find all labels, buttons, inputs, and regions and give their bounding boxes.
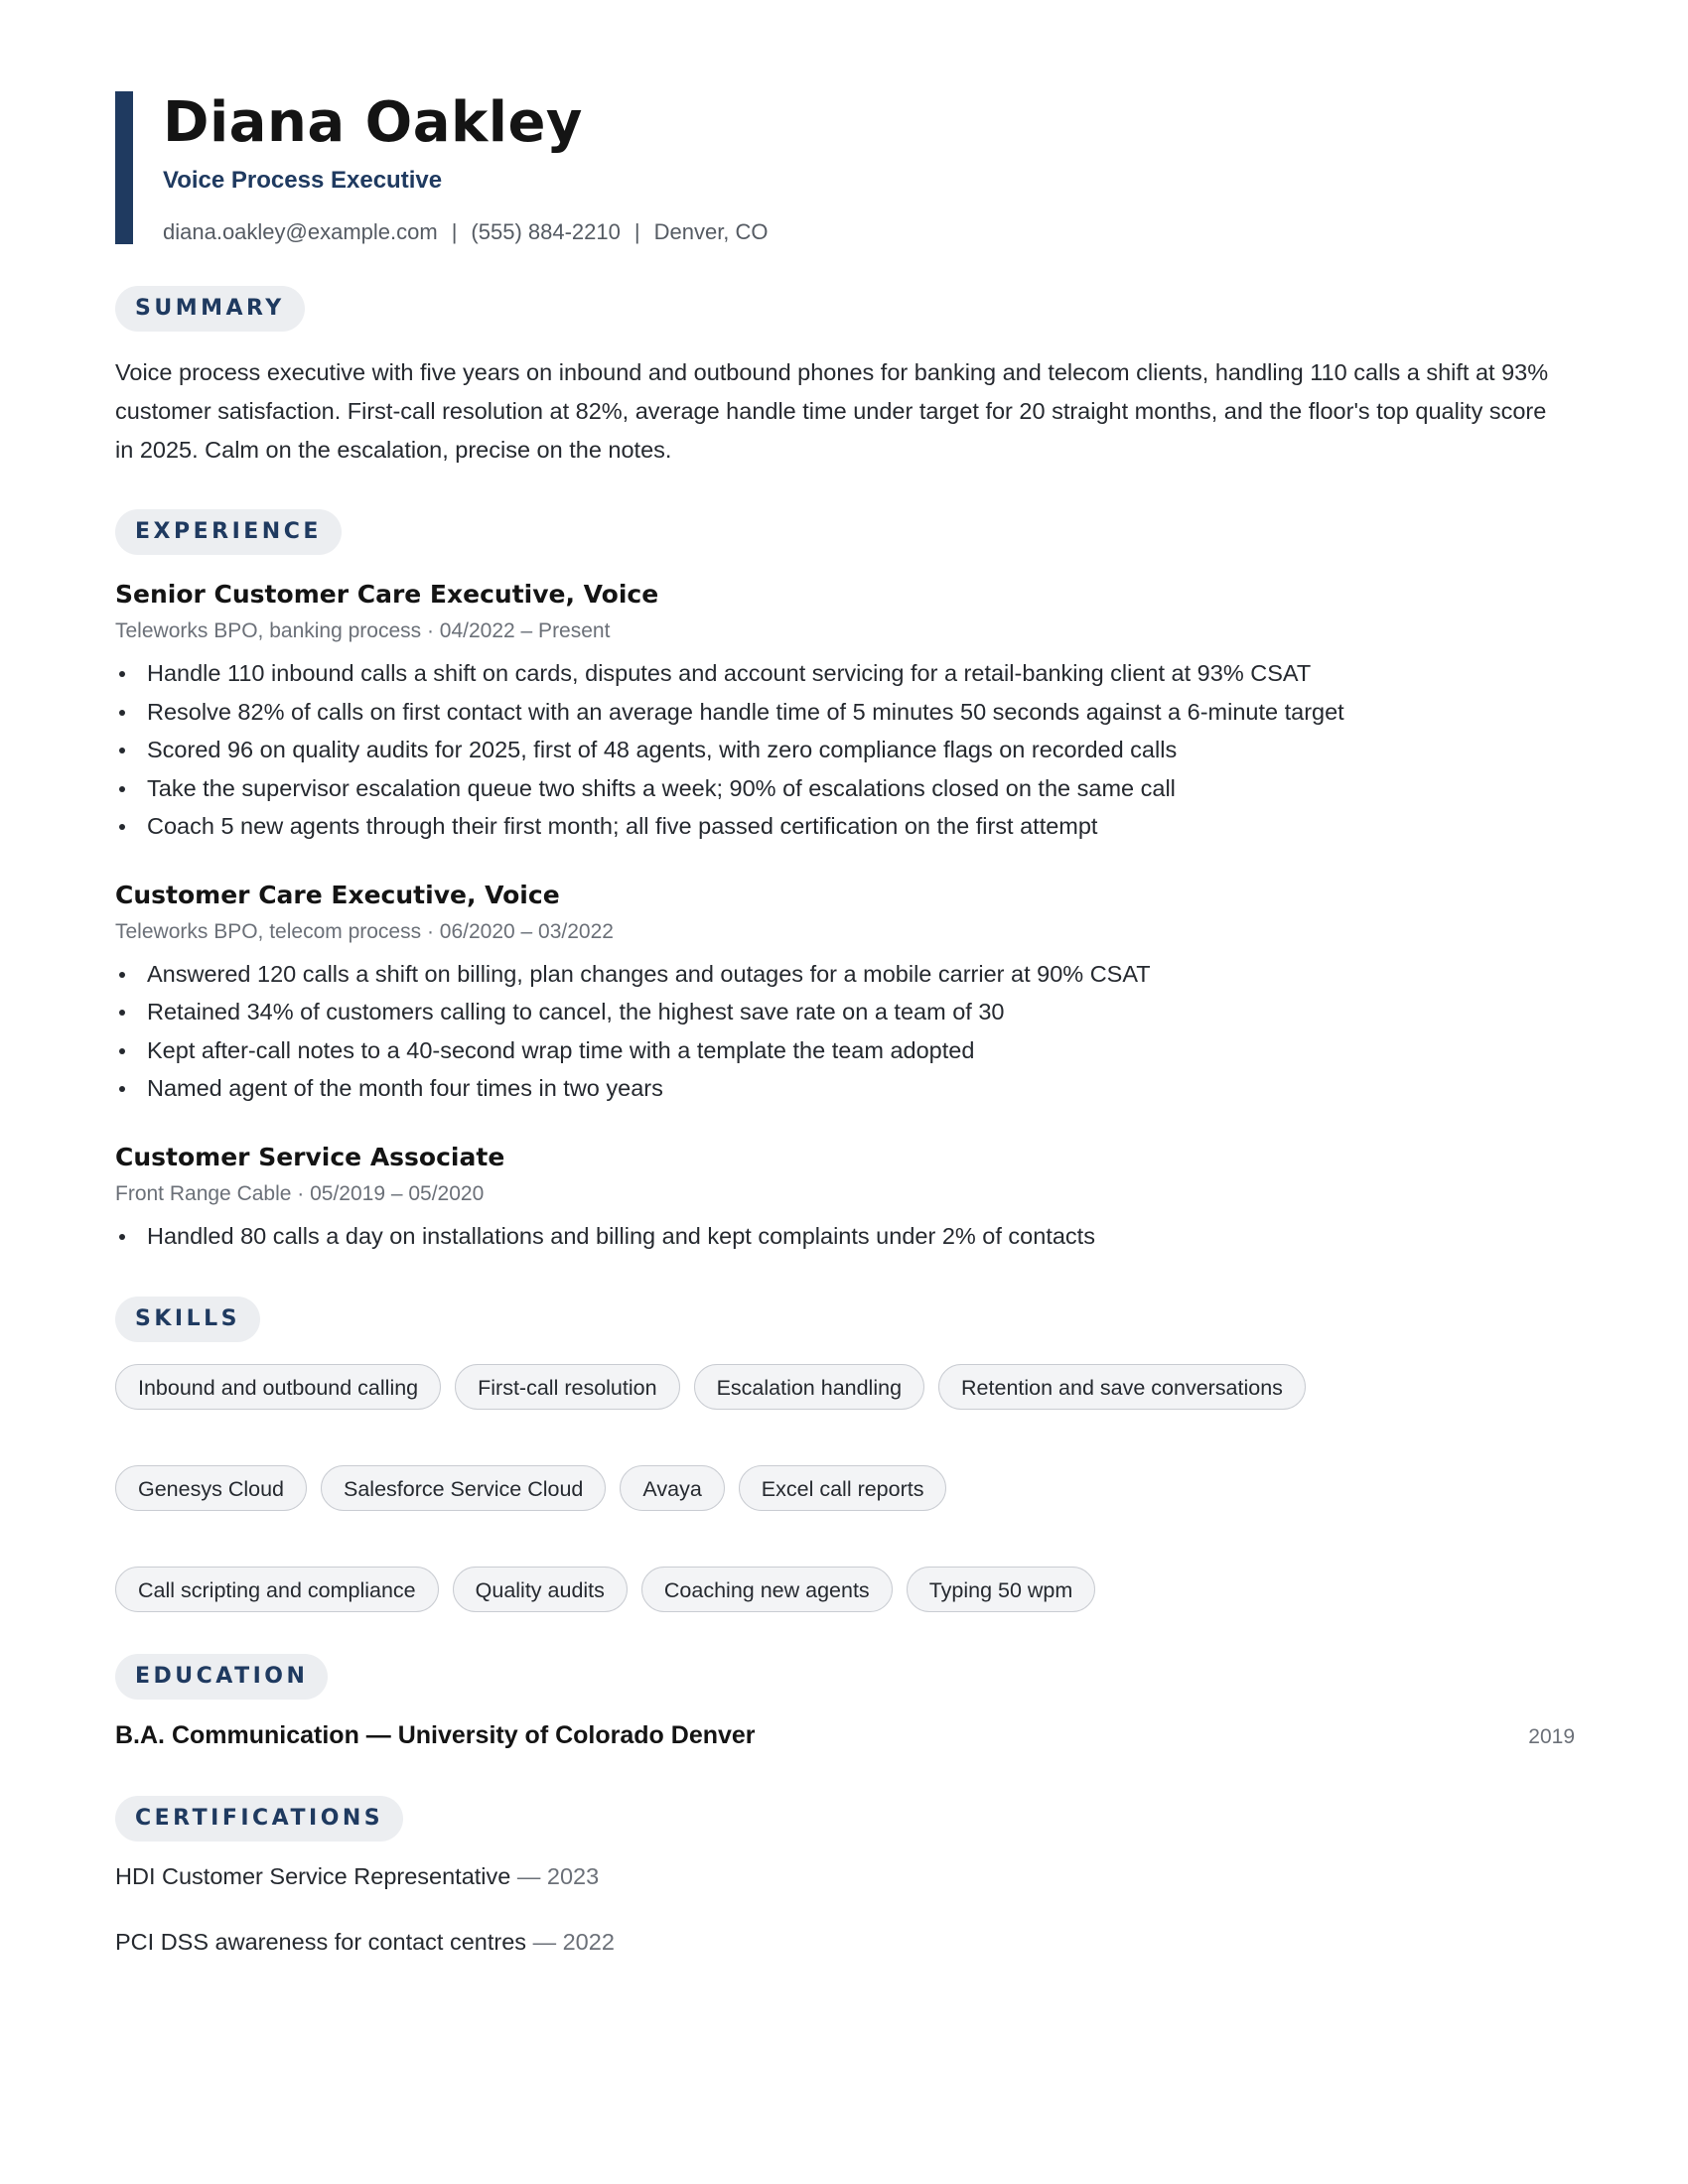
contact-email[interactable]: diana.oakley@example.com <box>163 219 438 244</box>
skill-chip: Coaching new agents <box>641 1567 893 1612</box>
skills-section <box>115 1297 1575 1612</box>
job-bullet: Scored 96 on quality audits for 2025, first of 48 agents, with zero compliance flags on recorded calls <box>115 731 1575 769</box>
resume-header <box>115 91 1575 244</box>
job-entry <box>115 579 1575 846</box>
summary-heading: SUMMARY <box>115 286 305 332</box>
contact-phone[interactable]: (555) 884-2210 <box>471 219 621 244</box>
job-meta: Teleworks BPO, telecom process · 06/2020 – 03/2022 <box>115 919 614 943</box>
skills-list <box>115 1364 1575 1612</box>
job-bullet: Kept after-call notes to a 40-second wrap time with a template the team adopted <box>115 1031 1575 1070</box>
certification-item <box>115 1927 1575 1957</box>
job-bullet: Retained 34% of customers calling to cancel, the highest save rate on a team of 30 <box>115 993 1575 1031</box>
certifications-list <box>115 1861 1575 1957</box>
contact-location: Denver, CO <box>653 219 769 244</box>
skill-chip: Inbound and outbound calling <box>115 1364 441 1410</box>
skill-chip: Avaya <box>620 1465 724 1511</box>
education-degree: B.A. Communication — University of Colorado Denver <box>115 1721 756 1749</box>
job-meta: Front Range Cable · 05/2019 – 05/2020 <box>115 1181 485 1205</box>
candidate-name: Diana Oakley <box>163 90 583 155</box>
skill-chip: Escalation handling <box>694 1364 924 1410</box>
contact-line <box>163 218 1575 246</box>
certification-year: — 2023 <box>516 1863 600 1889</box>
contact-separator: | <box>633 219 640 244</box>
job-title: Senior Customer Care Executive, Voice <box>115 580 659 609</box>
job-title: Customer Care Executive, Voice <box>115 880 560 909</box>
skills-heading: SKILLS <box>115 1297 260 1342</box>
summary-section <box>115 286 1575 470</box>
job-bullet: Handled 80 calls a day on installations and billing and kept complaints under 2% of contacts <box>115 1217 1575 1256</box>
job-bullets <box>115 955 1575 1108</box>
education-entry <box>115 1721 1575 1750</box>
resume-page <box>115 91 1575 1957</box>
certification-name: PCI DSS awareness for contact centres <box>115 1929 527 1955</box>
job-meta: Teleworks BPO, banking process · 04/2022 – Present <box>115 619 611 642</box>
job-entry <box>115 880 1575 1108</box>
certifications-heading: CERTIFICATIONS <box>115 1796 403 1842</box>
job-bullet: Answered 120 calls a shift on billing, plan changes and outages for a mobile carrier at 90% CSAT <box>115 955 1575 994</box>
experience-section <box>115 509 1575 1255</box>
skill-chip: First-call resolution <box>455 1364 679 1410</box>
header-accent-bar <box>115 91 133 244</box>
certification-name: HDI Customer Service Representative <box>115 1863 511 1889</box>
job-entry <box>115 1142 1575 1256</box>
certification-year: — 2022 <box>532 1929 615 1955</box>
job-bullet: Handle 110 inbound calls a shift on cards, disputes and account servicing for a retail-banking client at 93% CSAT <box>115 654 1575 693</box>
education-year: 2019 <box>1528 1725 1575 1748</box>
job-bullet: Resolve 82% of calls on first contact with an average handle time of 5 minutes 50 seconds against a 6-minute target <box>115 693 1575 732</box>
skill-chip: Retention and save conversations <box>938 1364 1306 1410</box>
skill-chip: Quality audits <box>453 1567 628 1612</box>
summary-text: Voice process executive with five years on inbound and outbound phones for banking and telecom clients, handling 110 calls a shift at 93% customer satisfaction. First-call resolution at 82%, average handle time under target for 20 straight months, and the floor's top quality score in 2025. Calm on the escalation, precise on the notes. <box>115 359 1549 463</box>
job-bullets <box>115 654 1575 846</box>
skill-chip: Excel call reports <box>739 1465 947 1511</box>
job-bullet: Named agent of the month four times in two years <box>115 1069 1575 1108</box>
experience-heading: EXPERIENCE <box>115 509 342 555</box>
job-bullet: Take the supervisor escalation queue two shifts a week; 90% of escalations closed on the same call <box>115 769 1575 808</box>
certification-item <box>115 1861 1575 1891</box>
contact-separator: | <box>451 219 458 244</box>
skill-chip: Call scripting and compliance <box>115 1567 439 1612</box>
job-title: Customer Service Associate <box>115 1142 505 1171</box>
education-section <box>115 1654 1575 1750</box>
education-heading: EDUCATION <box>115 1654 328 1700</box>
job-bullet: Coach 5 new agents through their first month; all five passed certification on the first attempt <box>115 807 1575 846</box>
skill-chip: Salesforce Service Cloud <box>321 1465 606 1511</box>
skill-chip: Typing 50 wpm <box>907 1567 1096 1612</box>
certifications-section <box>115 1796 1575 1957</box>
job-bullets <box>115 1217 1575 1256</box>
candidate-role: Voice Process Executive <box>163 167 443 194</box>
skill-chip: Genesys Cloud <box>115 1465 307 1511</box>
